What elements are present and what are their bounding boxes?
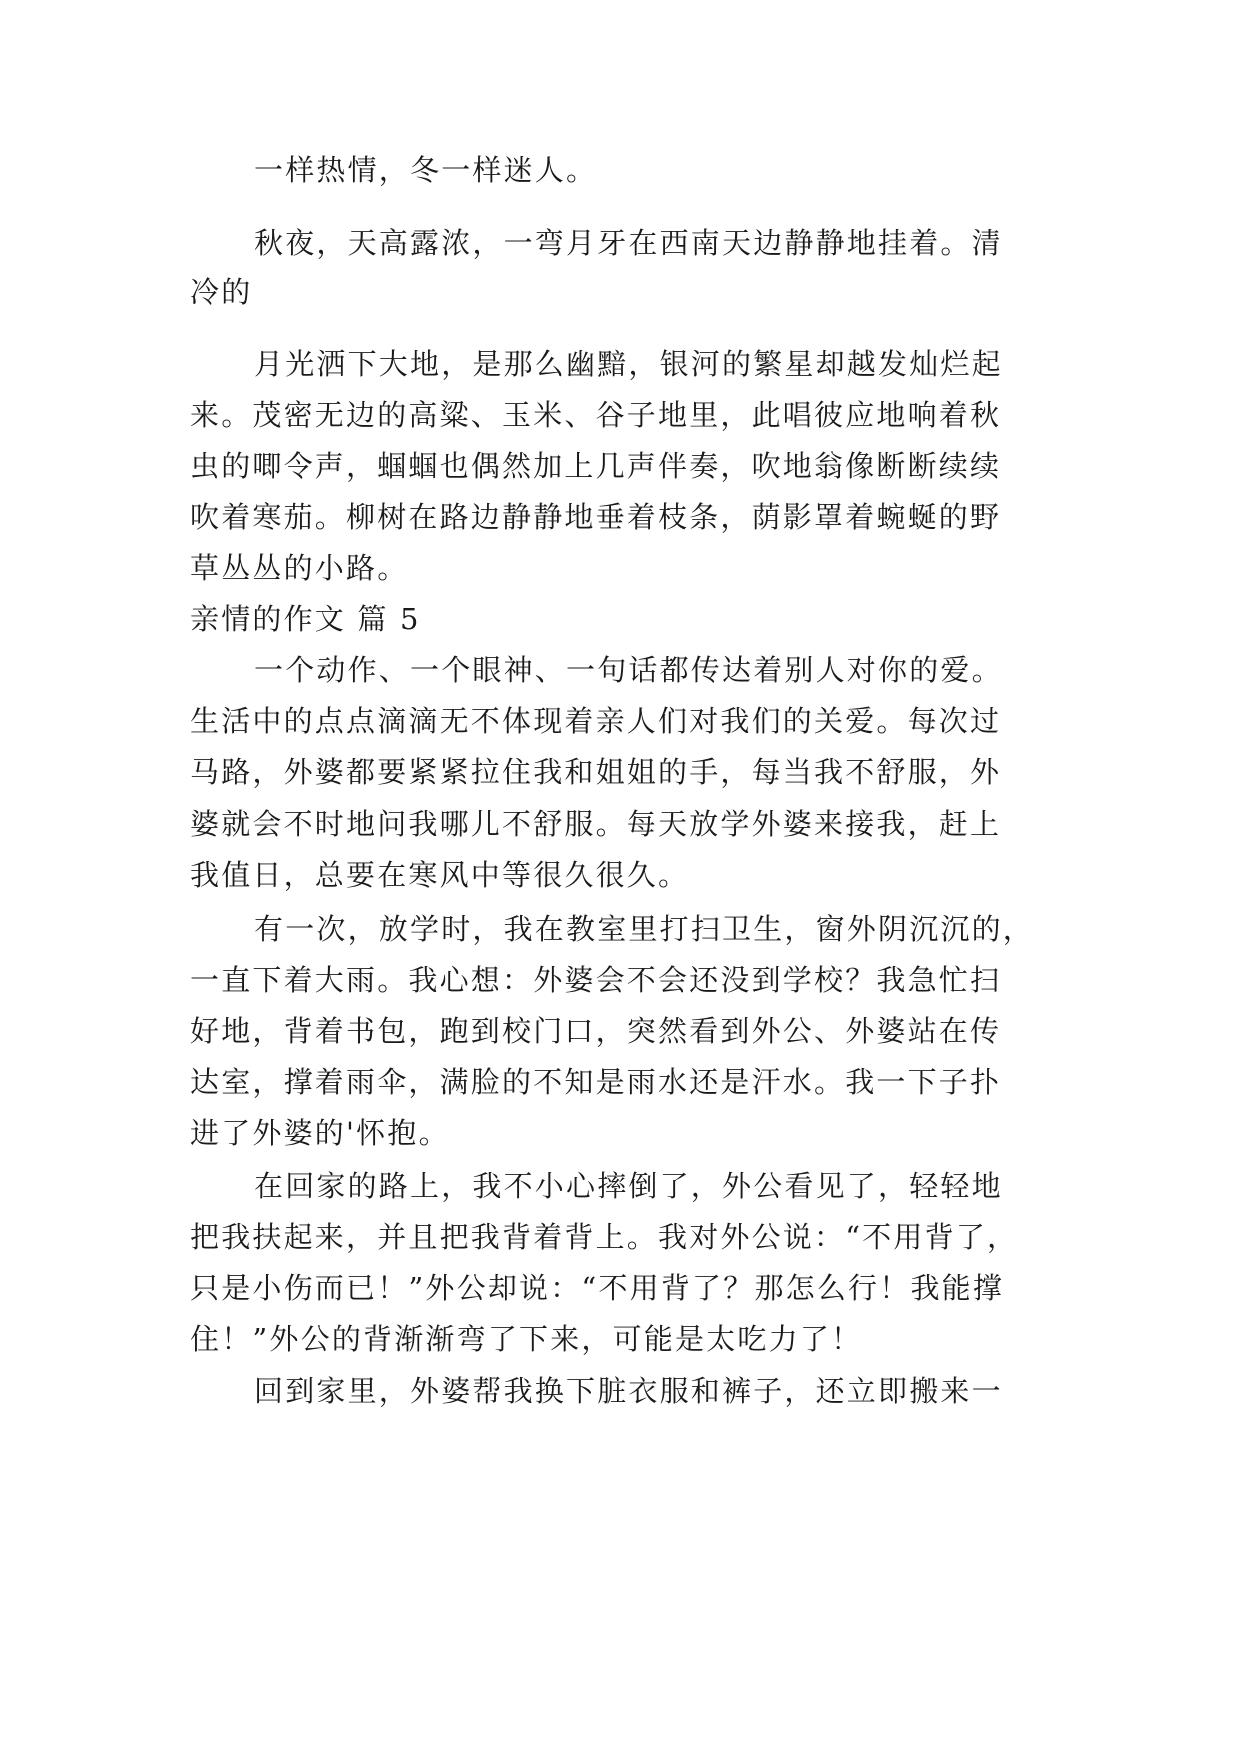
text-line: 达室，撑着雨伞，满脸的不知是雨水还是汗水。我一下子扑 — [190, 1065, 1002, 1099]
text-line: 把我扶起来，并且把我背着背上。我对外公说：“不用背了， — [190, 1220, 1019, 1254]
text-line: 来。茂密无边的高粱、玉米、谷子地里，此唱彼应地响着秋 — [190, 398, 1002, 432]
text-line: 进了外婆的'怀抱。 — [190, 1116, 450, 1150]
text-line: 秋夜，天高露浓，一弯月牙在西南天边静静地挂着。清 — [254, 226, 1003, 260]
section-heading: 亲情的作文 篇 5 — [190, 602, 421, 636]
text-line: 婆就会不时地问我哪儿不舒服。每天放学外婆来接我，赶上 — [190, 807, 1002, 841]
text-line: 一直下着大雨。我心想：外婆会不会还没到学校？我急忙扫 — [190, 963, 1002, 997]
text-line: 有一次，放学时，我在教室里打扫卫生，窗外阴沉沉的， — [254, 912, 1035, 946]
text-line: 虫的唧令声，蝈蝈也偶然加上几声伴奏，吹地翁像断断续续 — [190, 449, 1002, 483]
text-line: 好地，背着书包，跑到校门口，突然看到外公、外婆站在传 — [190, 1014, 1002, 1048]
text-line: 回到家里，外婆帮我换下脏衣服和裤子，还立即搬来一 — [254, 1374, 1003, 1408]
text-line: 冷的 — [190, 275, 253, 309]
text-line: 月光洒下大地，是那么幽黯，银河的繁星却越发灿烂起 — [254, 347, 1003, 381]
text-line: 生活中的点点滴滴无不体现着亲人们对我们的关爱。每次过 — [190, 704, 1002, 738]
text-line: 在回家的路上，我不小心摔倒了，外公看见了，轻轻地 — [254, 1169, 1003, 1203]
text-line: 一样热情，冬一样迷人。 — [254, 153, 598, 187]
text-line: 只是小伤而已！”外公却说：“不用背了？那怎么行！我能撑 — [190, 1271, 1005, 1305]
text-line: 马路，外婆都要紧紧拉住我和姐姐的手，每当我不舒服，外 — [190, 755, 1002, 789]
text-line: 吹着寒茄。柳树在路边静静地垂着枝条，荫影罩着蜿蜒的野 — [190, 500, 1002, 534]
text-line: 住！”外公的背渐渐弯了下来，可能是太吃力了！ — [190, 1322, 863, 1356]
text-line: 一个动作、一个眼神、一句话都传达着别人对你的爱。 — [254, 653, 1003, 687]
text-line: 我值日，总要在寒风中等很久很久。 — [190, 858, 690, 892]
text-line: 草丛丛的小路。 — [190, 551, 409, 585]
